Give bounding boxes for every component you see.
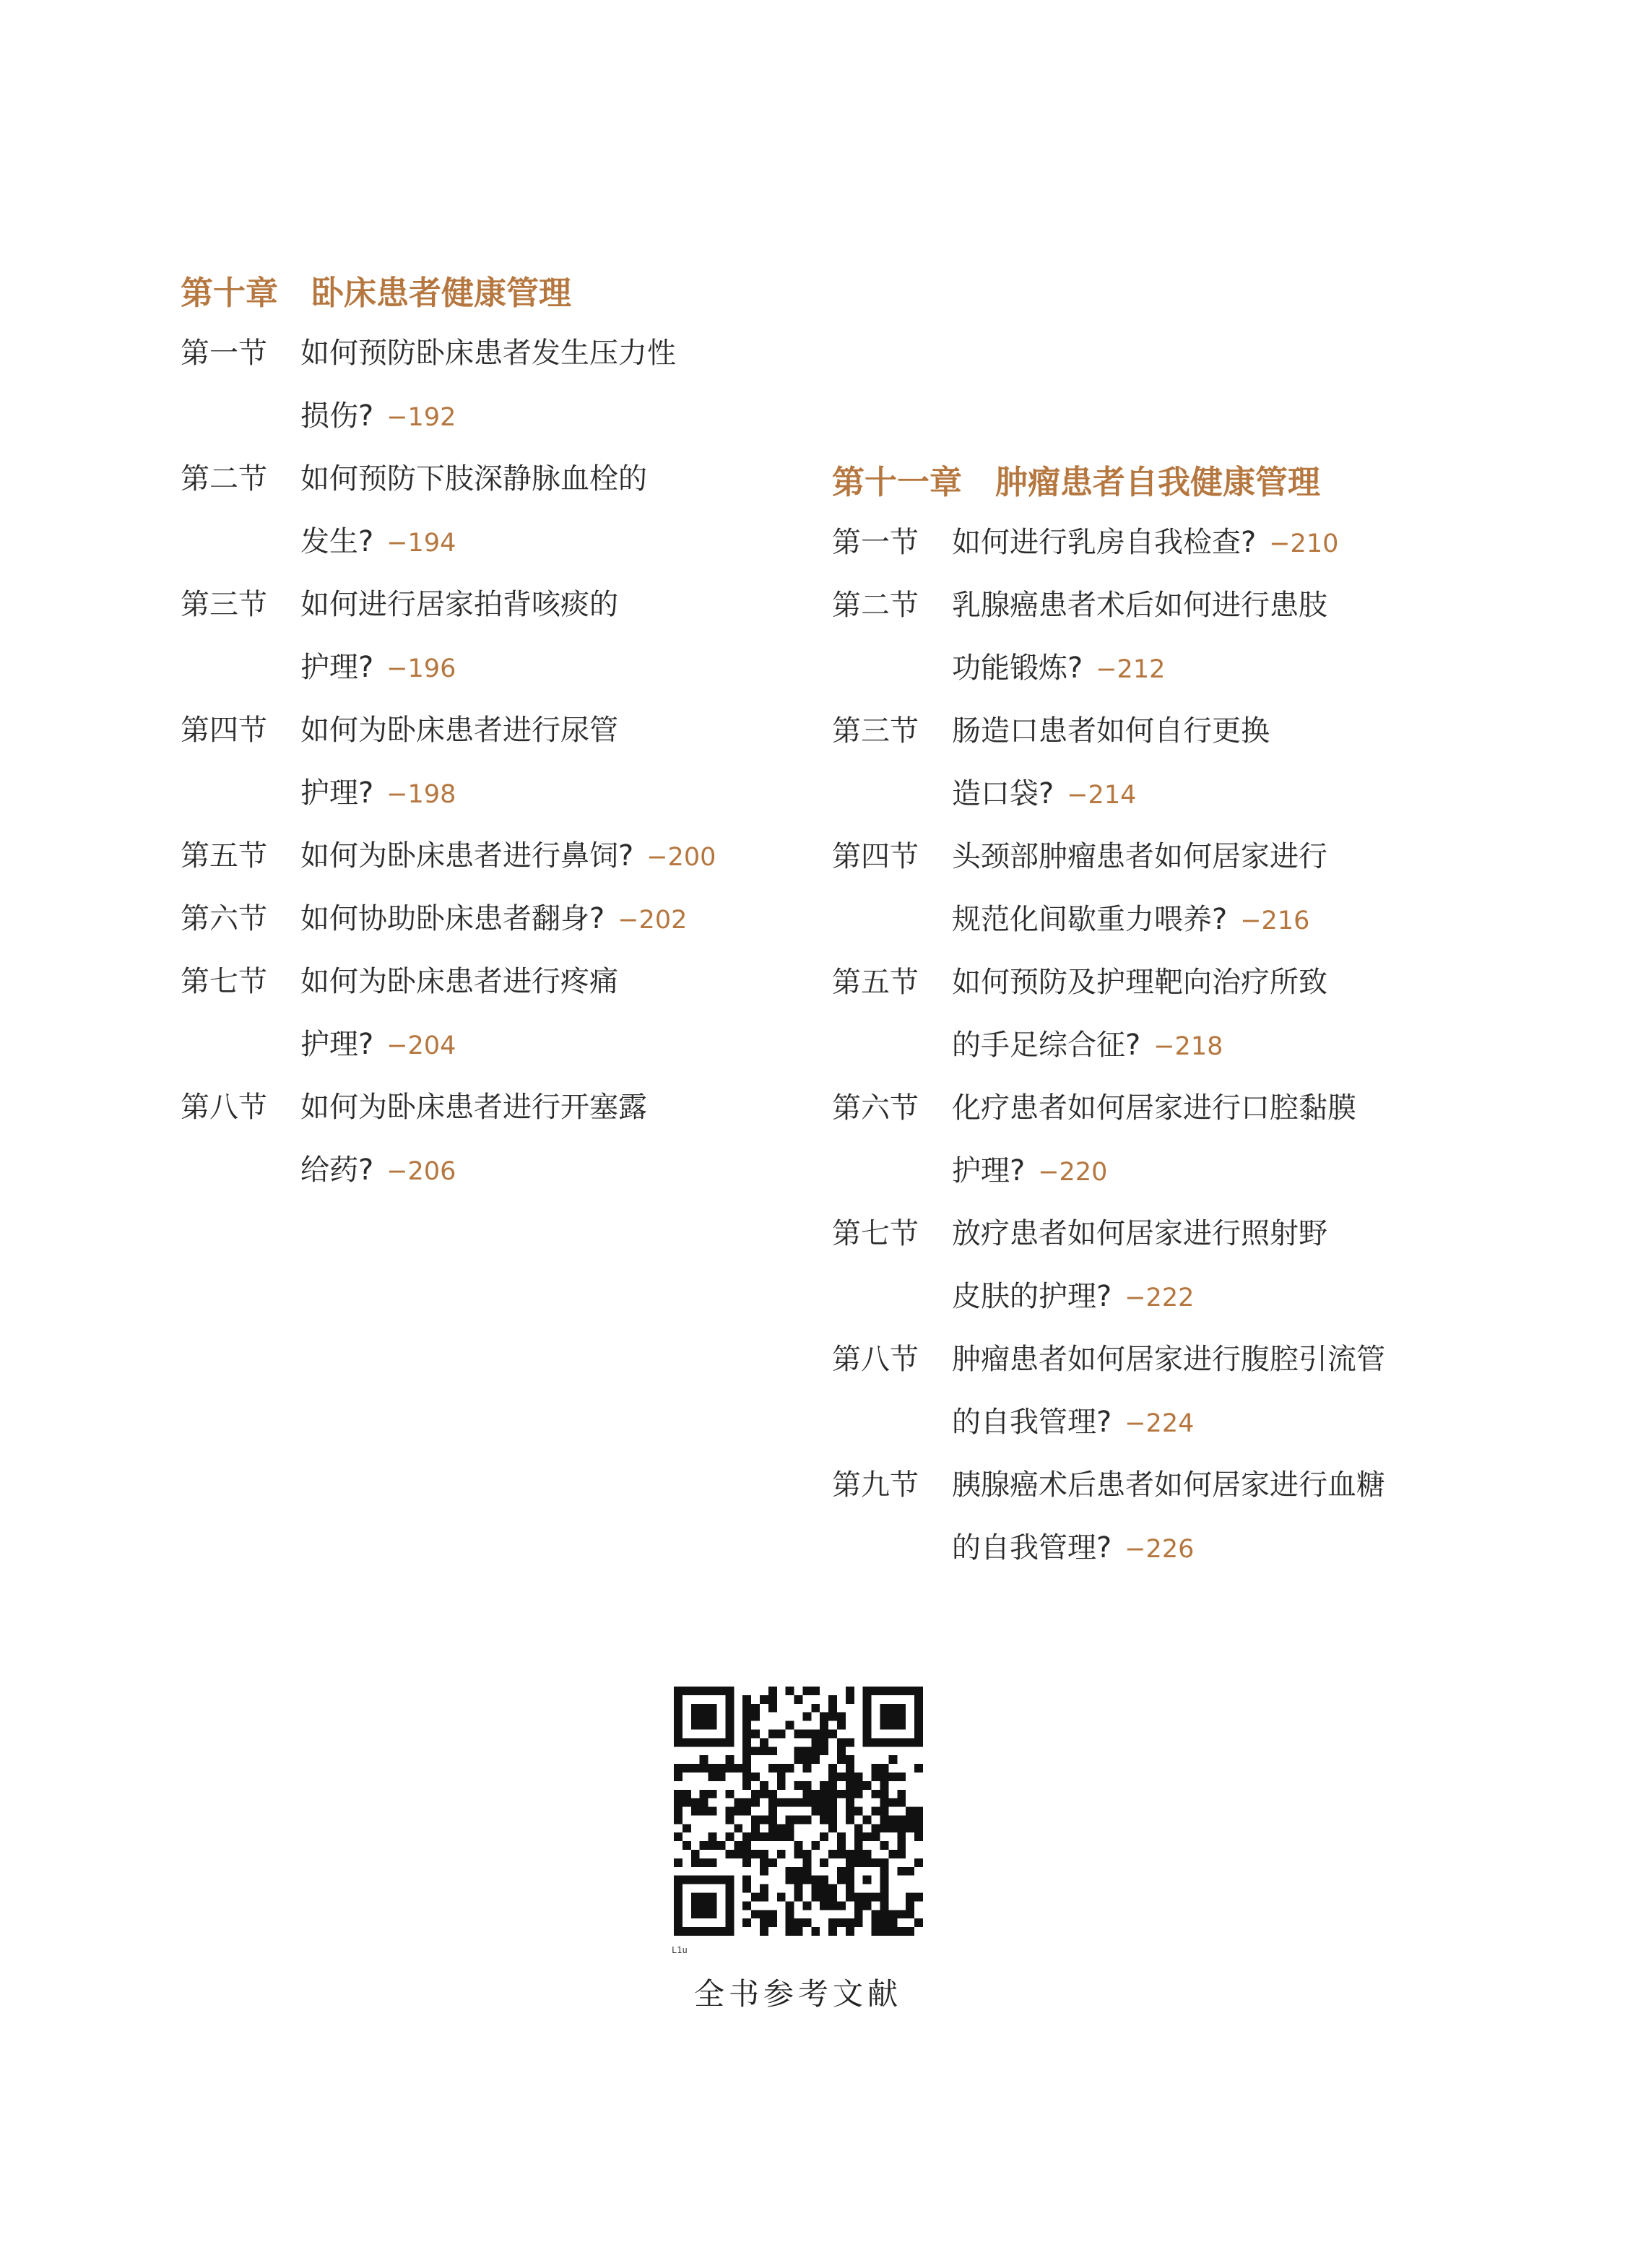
section-title	[300, 448, 831, 574]
section-title-text: 护理?	[300, 776, 374, 810]
page-number: −198	[386, 780, 456, 809]
section-title	[300, 825, 831, 888]
section-title	[952, 1077, 1482, 1203]
chapter-10-column	[181, 267, 831, 1202]
section-title-text: 给药?	[300, 1154, 374, 1187]
section-title-line	[300, 699, 831, 762]
section-title-text: 皮肤的护理?	[952, 1280, 1112, 1313]
section-title-line	[952, 511, 1482, 574]
toc-entry[interactable]	[832, 1077, 1482, 1203]
section-title-line	[952, 1014, 1482, 1077]
page-number: −212	[1096, 655, 1166, 684]
section-title-line	[300, 825, 831, 888]
qr-code-icon[interactable]	[674, 1687, 923, 1936]
section-title-text: 如何为卧床患者进行鼻饲?	[300, 839, 634, 873]
section-title-line	[952, 574, 1482, 637]
section-title-line	[300, 1013, 831, 1076]
section-title-line	[952, 1265, 1482, 1328]
toc-entry[interactable]	[832, 1328, 1482, 1454]
section-label: 第一节	[181, 337, 267, 370]
section-title	[300, 1076, 831, 1202]
section-title-text: 发生?	[300, 525, 374, 558]
toc-entry[interactable]	[181, 825, 831, 888]
toc-entry[interactable]	[832, 951, 1482, 1077]
section-title-line	[952, 763, 1482, 826]
toc-entry[interactable]	[832, 511, 1482, 574]
section-title-line	[952, 826, 1482, 888]
section-title-line	[952, 888, 1482, 951]
section-title-line	[952, 1454, 1482, 1517]
section-title-line	[300, 511, 831, 574]
section-label: 第五节	[832, 966, 919, 999]
section-label: 第九节	[832, 1468, 919, 1502]
section-label: 第七节	[832, 1217, 919, 1250]
page-number: −206	[386, 1157, 456, 1186]
section-label: 第五节	[181, 839, 267, 873]
section-label: 第二节	[181, 462, 267, 495]
toc-entry[interactable]	[832, 1203, 1482, 1328]
section-title	[300, 574, 831, 699]
section-title-text: 如何预防及护理靶向治疗所致	[952, 966, 1327, 999]
qr-tiny-label: L1u	[672, 1945, 688, 1955]
section-title-text: 损伤?	[300, 399, 374, 433]
section-title-text: 肠造口患者如何自行更换	[952, 714, 1270, 748]
section-title	[952, 1328, 1482, 1454]
section-title-text: 化疗患者如何居家进行口腔黏膜	[952, 1091, 1356, 1125]
page-number: −210	[1269, 529, 1339, 558]
chapter-11-column	[832, 456, 1482, 1580]
toc-entry[interactable]	[832, 1454, 1482, 1580]
section-title-text: 胰腺癌术后患者如何居家进行血糖	[952, 1468, 1385, 1502]
section-title-text: 如何协助卧床患者翻身?	[300, 902, 605, 935]
section-title-line	[300, 636, 831, 699]
section-title-text: 护理?	[952, 1154, 1026, 1187]
section-label: 第三节	[181, 588, 267, 621]
chapter-10-heading	[181, 267, 831, 319]
references-qr-block	[672, 1687, 924, 2014]
page-number: −200	[646, 843, 716, 872]
section-title-text: 如何进行乳房自我检查?	[952, 526, 1257, 559]
section-title-line	[300, 762, 831, 825]
section-label: 第六节	[832, 1091, 919, 1125]
toc-entry[interactable]	[181, 448, 831, 574]
section-label: 第二节	[832, 589, 919, 622]
section-title-line	[300, 951, 831, 1013]
qr-caption: 全书参考文献	[693, 1976, 902, 2012]
page-number: −192	[386, 403, 456, 432]
section-title	[952, 826, 1482, 951]
section-title-text: 头颈部肿瘤患者如何居家进行	[952, 840, 1327, 873]
section-title-line	[952, 1077, 1482, 1140]
section-title-text: 如何为卧床患者进行疼痛	[300, 965, 618, 998]
chapter-11-heading	[832, 456, 1482, 508]
chapter-10-section-list	[181, 322, 831, 1202]
section-title-text: 如何预防卧床患者发生压力性	[300, 337, 676, 370]
toc-entry[interactable]	[181, 951, 831, 1076]
section-title-line	[952, 1328, 1482, 1391]
toc-entry[interactable]	[181, 699, 831, 825]
page-number: −216	[1240, 906, 1310, 935]
section-title-text: 乳腺癌患者术后如何进行患肢	[952, 589, 1327, 622]
section-title-text: 功能锻炼?	[952, 652, 1083, 685]
section-label: 第三节	[832, 714, 919, 748]
page-number: −218	[1153, 1032, 1223, 1061]
toc-entry[interactable]	[832, 700, 1482, 826]
section-title	[952, 574, 1482, 700]
section-title-text: 如何预防下肢深静脉血栓的	[300, 462, 647, 495]
section-title-line	[952, 951, 1482, 1014]
toc-entry[interactable]	[832, 826, 1482, 951]
section-label: 第八节	[832, 1343, 919, 1376]
chapter-11-section-list	[832, 511, 1482, 1580]
section-title-text: 护理?	[300, 1028, 374, 1061]
page-number: −214	[1067, 781, 1137, 810]
section-title-text: 的自我管理?	[952, 1531, 1112, 1564]
section-title-text: 护理?	[300, 651, 374, 684]
chapter-number: 第十章	[181, 274, 279, 312]
section-title	[952, 511, 1482, 574]
section-title-line	[952, 1203, 1482, 1265]
toc-entry[interactable]	[181, 322, 831, 448]
section-title	[952, 951, 1482, 1077]
toc-entry[interactable]	[832, 574, 1482, 700]
section-title-text: 肿瘤患者如何居家进行腹腔引流管	[952, 1343, 1385, 1376]
section-title-line	[952, 700, 1482, 763]
page-number: −220	[1038, 1158, 1108, 1187]
section-label: 第四节	[832, 840, 919, 873]
section-title	[952, 1454, 1482, 1580]
section-title-text: 的自我管理?	[952, 1406, 1112, 1439]
section-title	[300, 951, 831, 1076]
section-title	[300, 888, 831, 951]
section-title-line	[300, 574, 831, 636]
section-title-line	[300, 1139, 831, 1202]
section-title-text: 如何为卧床患者进行尿管	[300, 714, 618, 747]
section-title-line	[952, 1391, 1482, 1454]
chapter-number: 第十一章	[832, 463, 963, 501]
section-title-line	[952, 637, 1482, 700]
section-title-line	[300, 385, 831, 448]
page-number: −196	[386, 654, 456, 683]
section-title-text: 如何为卧床患者进行开塞露	[300, 1091, 647, 1124]
toc-entry[interactable]	[181, 574, 831, 699]
section-label: 第七节	[181, 965, 267, 998]
page-number: −222	[1124, 1284, 1195, 1312]
section-title-line	[300, 1076, 831, 1139]
section-label: 第一节	[832, 526, 919, 559]
chapter-title: 肿瘤患者自我健康管理	[995, 463, 1321, 501]
section-title	[952, 1203, 1482, 1328]
section-label: 第八节	[181, 1091, 267, 1124]
section-title-line	[952, 1517, 1482, 1580]
toc-entry[interactable]	[181, 1076, 831, 1202]
page-number: −226	[1124, 1535, 1195, 1564]
page-number: −194	[386, 529, 456, 558]
section-title-text: 放疗患者如何居家进行照射野	[952, 1217, 1327, 1250]
section-title-text: 如何进行居家拍背咳痰的	[300, 588, 618, 621]
page-number: −224	[1124, 1409, 1195, 1438]
section-label: 第六节	[181, 902, 267, 935]
page-number: −204	[386, 1031, 456, 1060]
toc-entry[interactable]	[181, 888, 831, 951]
section-title	[300, 322, 831, 448]
section-title-text: 的手足综合征?	[952, 1029, 1141, 1062]
section-label: 第四节	[181, 714, 267, 747]
section-title	[952, 700, 1482, 826]
section-title-line	[300, 888, 831, 951]
section-title	[300, 699, 831, 825]
section-title-text: 规范化间歇重力喂养?	[952, 903, 1228, 936]
section-title-line	[300, 448, 831, 511]
chapter-title: 卧床患者健康管理	[311, 274, 572, 312]
section-title-line	[300, 322, 831, 385]
page-number: −202	[618, 906, 688, 935]
section-title-line	[952, 1140, 1482, 1203]
section-title-text: 造口袋?	[952, 777, 1054, 810]
